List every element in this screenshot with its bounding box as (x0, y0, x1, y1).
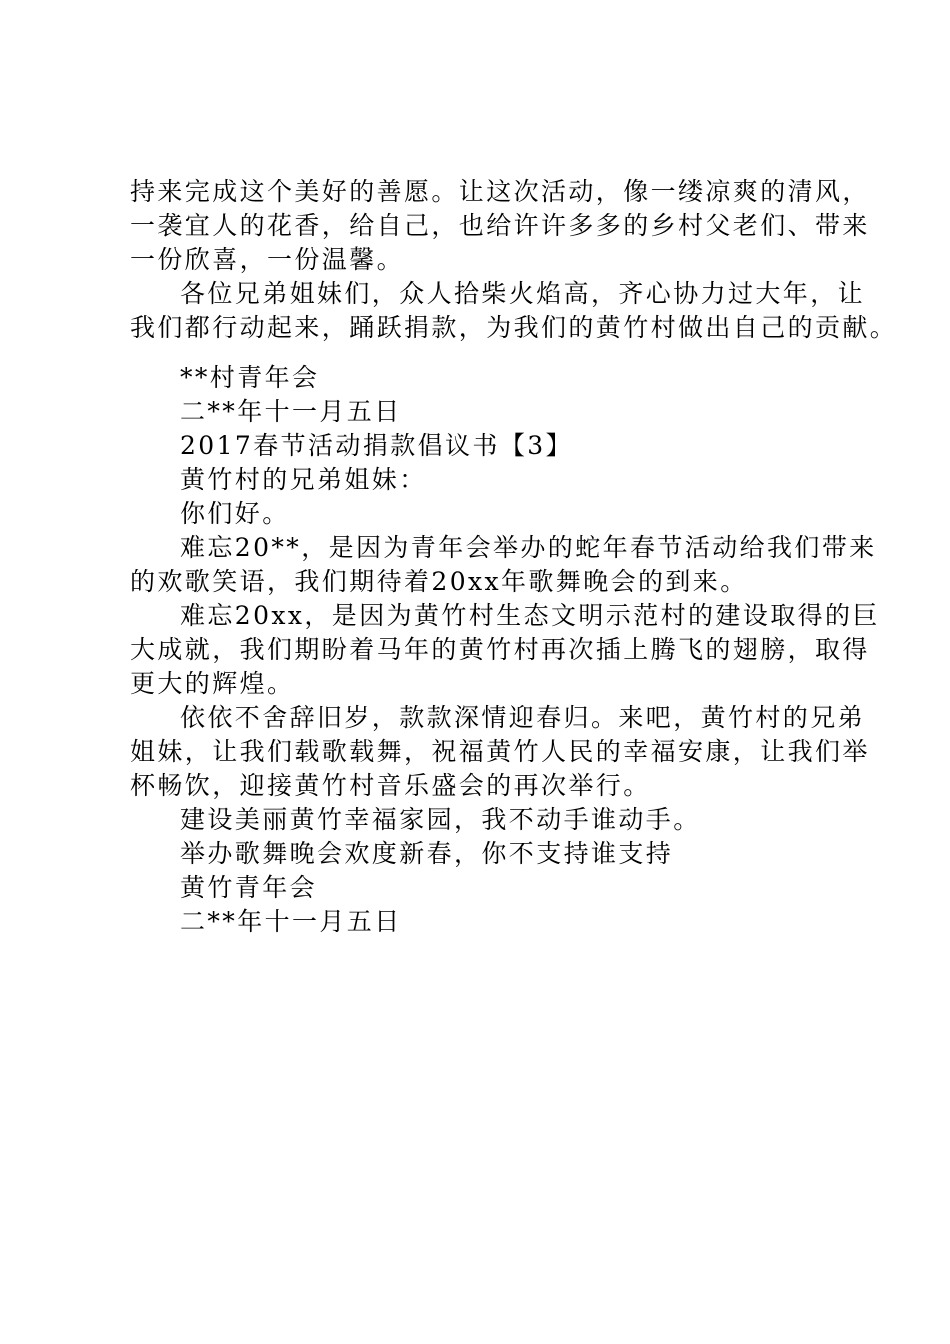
slogan-line: 举办歌舞晚会欢度新春，你不支持谁支持 (180, 839, 674, 868)
body-line: 一份欣喜，一份温馨。 (130, 245, 405, 274)
signature-date: 二**年十一月五日 (180, 397, 402, 426)
paragraph-start-line: 各位兄弟姐妹们，众人拾柴火焰高，齐心协力过大年，让 (180, 279, 866, 308)
signature-date: 二**年十一月五日 (180, 907, 402, 936)
signature-organization: **村青年会 (180, 363, 320, 392)
body-line: 大成就，我们期盼着马年的黄竹村再次插上腾飞的翅膀，取得 (130, 635, 870, 664)
body-line: 更大的辉煌。 (130, 669, 295, 698)
slogan-line: 建设美丽黄竹幸福家园，我不动手谁动手。 (180, 805, 701, 834)
greeting: 你们好。 (180, 499, 290, 528)
body-line: 的欢歌笑语，我们期待着20xx年歌舞晚会的到来。 (130, 567, 748, 596)
body-line: 姐妹，让我们载歌载舞，祝福黄竹人民的幸福安康，让我们举 (130, 737, 870, 766)
paragraph-start-line: 依依不舍辞旧岁，款款深情迎春归。来吧，黄竹村的兄弟 (180, 703, 866, 732)
signature-organization: 黄竹青年会 (180, 873, 318, 902)
salutation: 黄竹村的兄弟姐妹： (180, 465, 427, 494)
body-line: 持来完成这个美好的善愿。让这次活动，像一缕凉爽的清风， (130, 177, 870, 206)
body-line: 一袭宜人的花香，给自己，也给许许多多的乡村父老们、带来 (130, 211, 870, 240)
section-title: 2017春节活动捐款倡议书【3】 (180, 431, 573, 460)
body-line: 杯畅饮，迎接黄竹村音乐盛会的再次举行。 (130, 771, 651, 800)
paragraph-start-line: 难忘20**，是因为青年会举办的蛇年春节活动给我们带来 (180, 533, 877, 562)
paragraph-start-line: 难忘20xx，是因为黄竹村生态文明示范村的建设取得的巨 (180, 601, 880, 630)
body-line: 我们都行动起来，踊跃捐款，为我们的黄竹村做出自己的贡献。 (130, 313, 898, 342)
